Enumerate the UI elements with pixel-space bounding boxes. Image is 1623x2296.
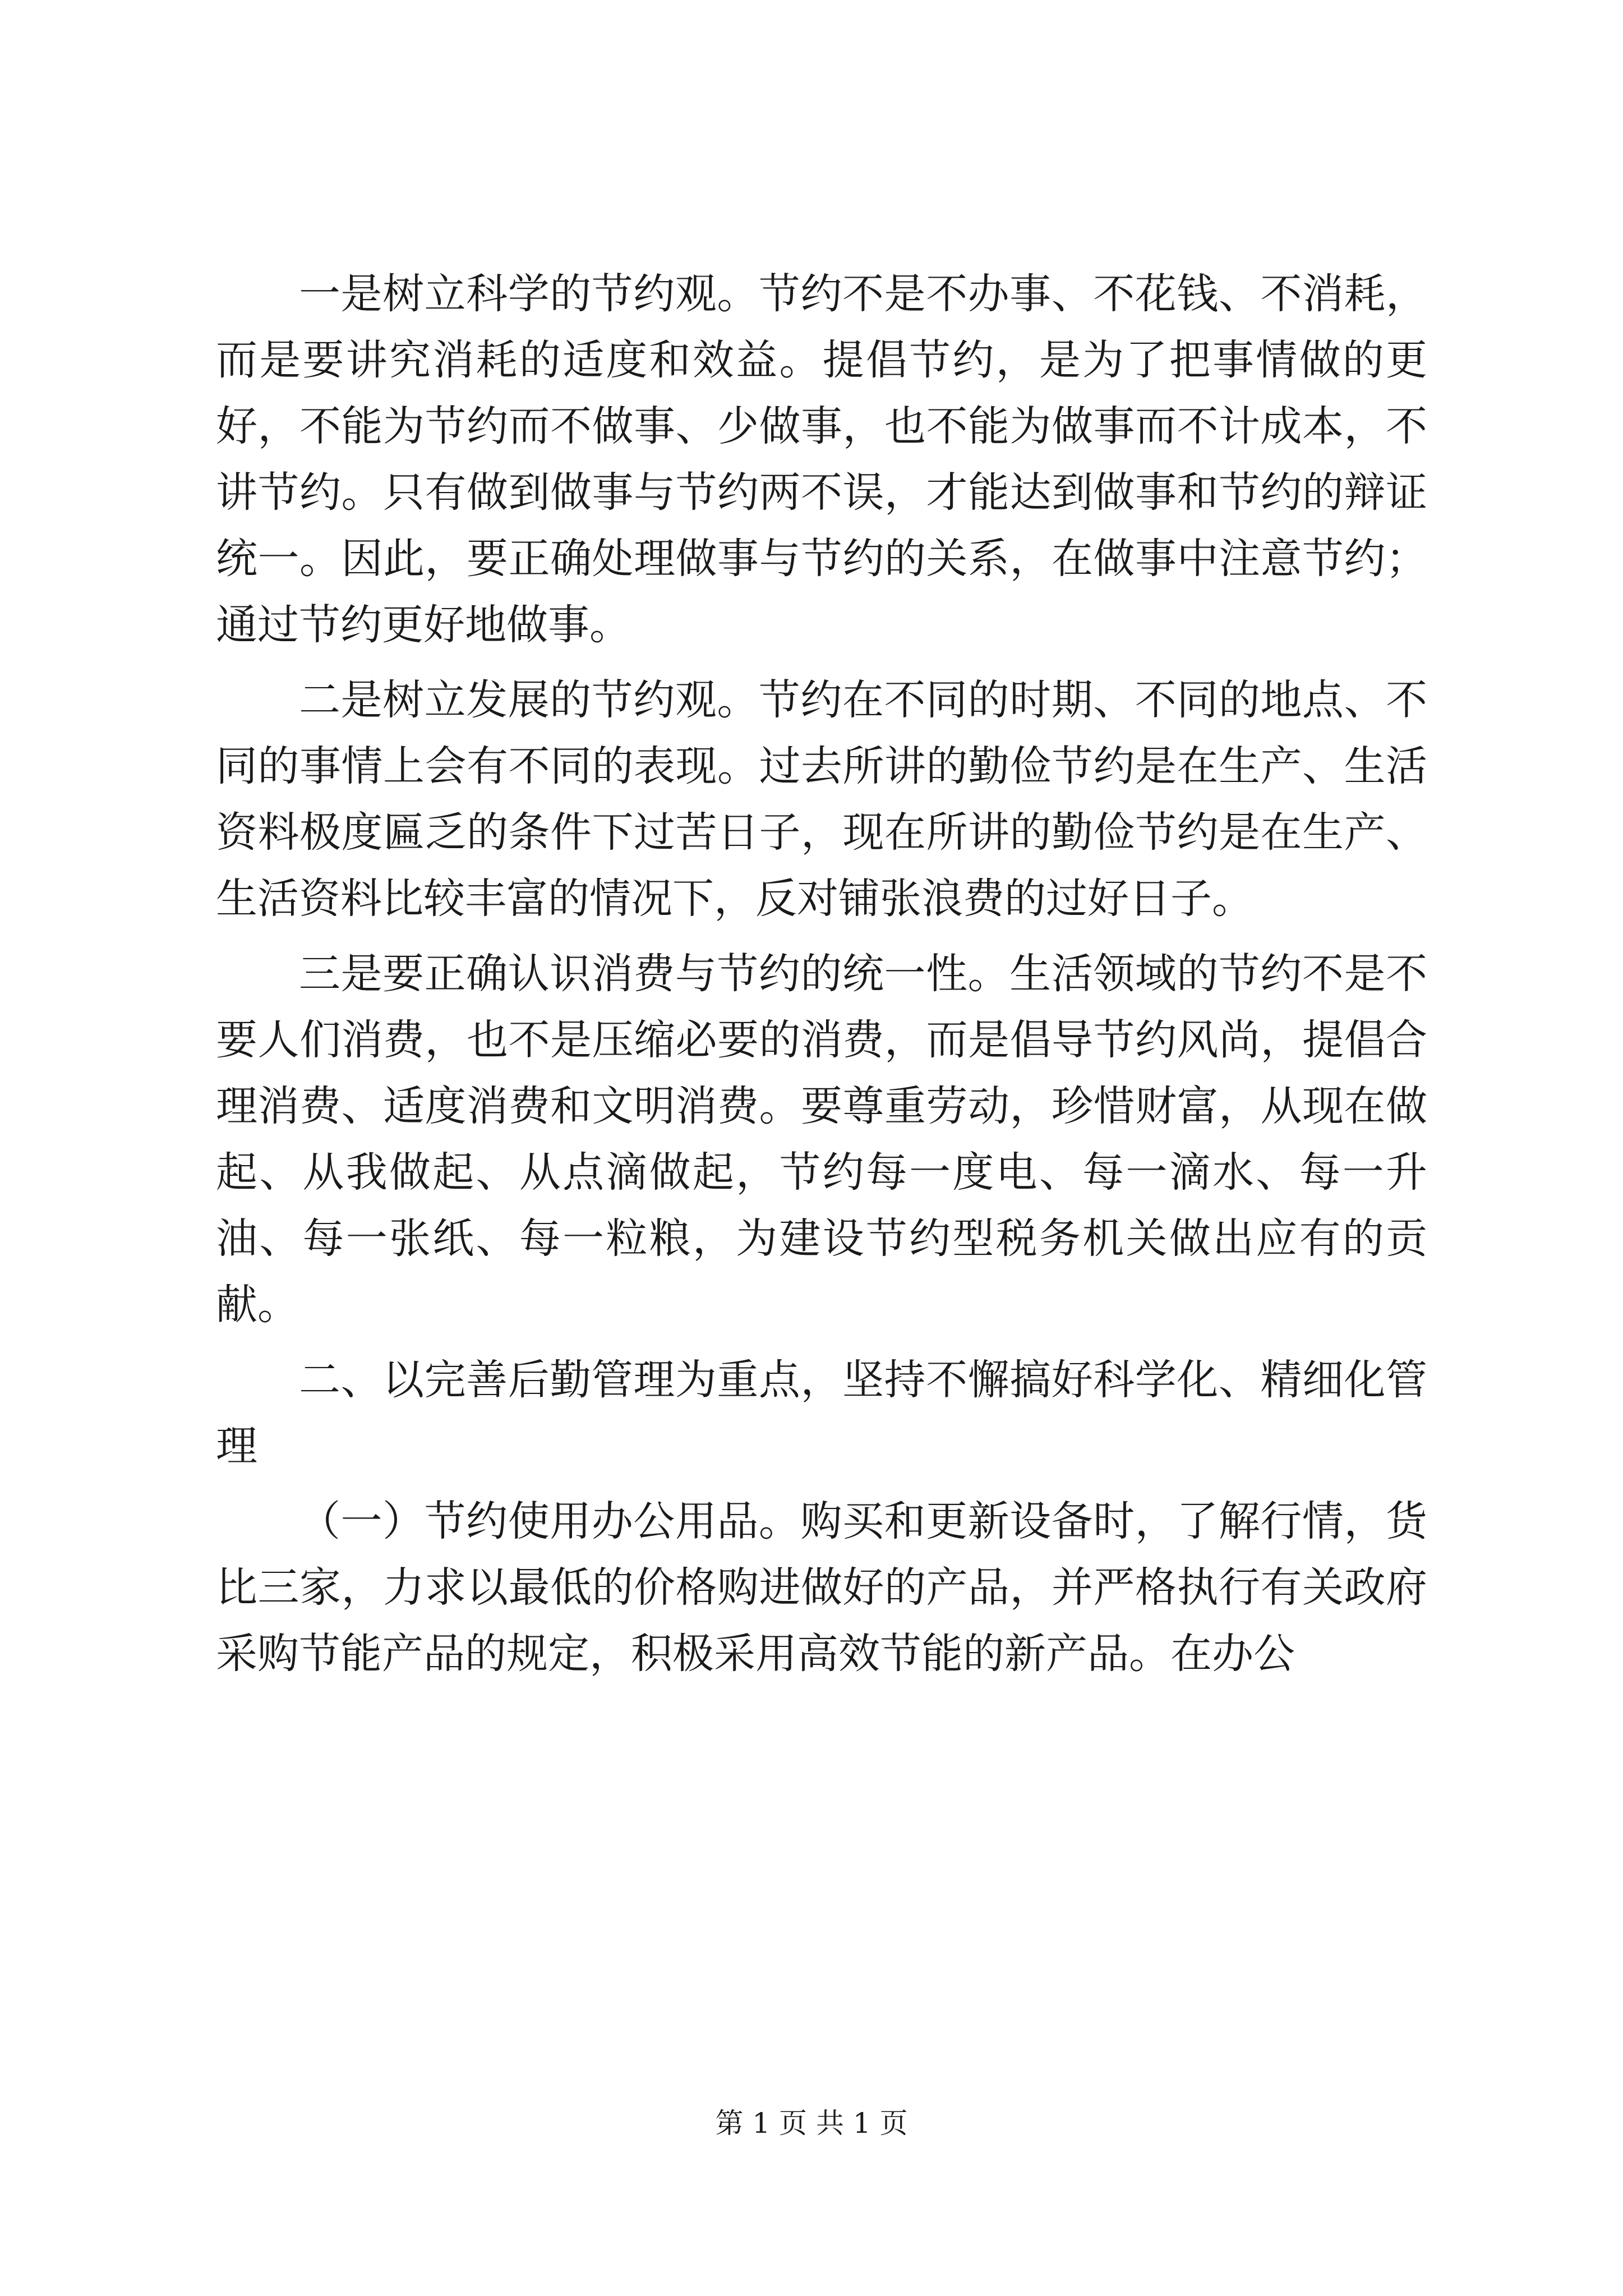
paragraph-3: 三是要正确认识消费与节约的统一性。生活领域的节约不是不要人们消费，也不是压缩必要的消费，而是倡导节约风尚，提倡合理消费、适度消费和文明消费。要尊重劳动，珍惜财富，从现在做起、从我做起、从点滴做起，节约每一度电、每一滴水、每一升油、每一张纸、每一粒粮，为建设节约型税务机关做出应有的贡献。: [216, 950, 1427, 1329]
section-heading: 二、以完善后勤管理为重点，坚持不懈搞好科学化、精细化管理: [216, 1356, 1427, 1470]
document-body: [216, 261, 1427, 1696]
page-footer: 第 1 页 共 1 页: [715, 2107, 908, 2139]
paragraph-1: 一是树立科学的节约观。节约不是不办事、不花钱、不消耗，而是要讲究消耗的适度和效益。提倡节约，是为了把事情做的更好，不能为节约而不做事、少做事，也不能为做事而不计成本，不讲节约。只有做到做事与节约两不误，才能达到做事和节约的辩证统一。因此，要正确处理做事与节约的关系，在做事中注意节约；通过节约更好地做事。: [216, 270, 1427, 649]
paragraph-2: 二是树立发展的节约观。节约在不同的时期、不同的地点、不同的事情上会有不同的表现。过去所讲的勤俭节约是在生产、生活资料极度匾乏的条件下过苦日子，现在所讲的勤俭节约是在生产、生活资料比较丰富的情况下，反对铺张浪费的过好日子。: [216, 676, 1427, 923]
paragraph-4: （一）节约使用办公用品。购买和更新设备时，了解行情，货比三家，力求以最低的价格购进做好的产品，并严格执行有关政府采购节能产品的规定，积极采用高效节能的新产品。在办公: [216, 1497, 1427, 1678]
